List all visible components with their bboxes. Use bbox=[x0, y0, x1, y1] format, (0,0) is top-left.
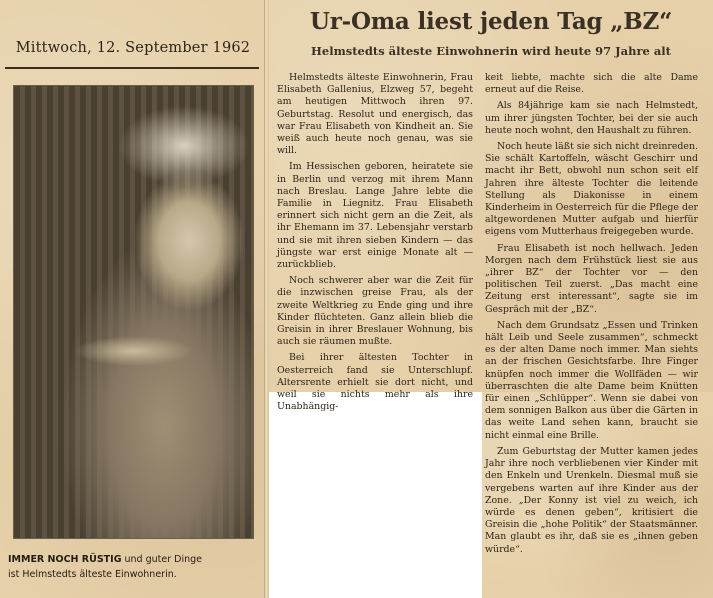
paragraph: Helmstedts älteste Einwohnerin, Frau Elisabeth Gallenius, Elzweg 57, begeht am heutigen Mittwoch ihren 97. Geburtstag. Resolut und energisch, das war Frau Elisabeth von Kindheit an. Sie weiß auch heute noch genau, was sie will. bbox=[277, 72, 473, 157]
article-column-2 bbox=[485, 72, 698, 560]
dateline: Mittwoch, 12. September 1962 bbox=[15, 40, 251, 56]
paragraph: Im Hessischen geboren, heiratete sie in Berlin und verzog mit ihrem Mann nach Breslau. Lange Jahre lebte die Familie in Liegnitz. Frau Elisabeth erinnert sich nicht gern an die Zeit, als ihr Ehemann im 37. Lebensjahr verstarb und sie mit ihren sieben Kindern — das jüngste war erst einige Monate alt — zurückblieb. bbox=[277, 161, 473, 271]
paragraph-continuation: keit liebte, machte sich die alte Dame erneut auf die Reise. bbox=[485, 72, 698, 96]
caption-rest: und guter Dinge bbox=[121, 554, 203, 565]
dateline-rule bbox=[5, 67, 259, 69]
page-fold bbox=[264, 0, 269, 598]
caption-line-2: ist Helmstedts älteste Einwohnerin. bbox=[8, 569, 177, 580]
photo-caption bbox=[8, 552, 260, 582]
article-column-1 bbox=[277, 72, 473, 417]
article-headline: Ur-Oma liest jeden Tag „BZ“ bbox=[309, 8, 673, 35]
paragraph: Noch heute läßt sie sich nicht dreinreden. Sie schält Kartoffeln, wäscht Geschirr und macht ihr Bett, obwohl nun schon seit elf Jahren ihre älteste Tochter die leitende Stellung als Diakonisse in einem Kinderheim in Oesterreich für die Pflege der altgewordenen Mutter aufgab und hierfür eigens vom Mutterhaus freigegeben wurde. bbox=[485, 141, 698, 238]
caption-bold: IMMER NOCH RÜSTIG bbox=[8, 554, 122, 565]
paragraph: Nach dem Grundsatz „Essen und Trinken hält Leib und Seele zusammen“, schmeckt es der alten Dame noch immer. Man siehts an der frischen Gesichtsfarbe. Ihre Finger knüpfen noch immer die Wollfäden — wir überraschten die alte Dame beim Knütten für einen „Schlüpper“. Wenn sie dabei von dem sonnigen Balkon aus über die Gärten in das weite Land sehen kann, braucht sie nicht einmal eine Brille. bbox=[485, 319, 698, 441]
paragraph: Als 84jährige kam sie nach Helmstedt, um ihrer jüngsten Tochter, bei der sie auch heute noch wohnt, den Haushalt zu führen. bbox=[485, 100, 698, 136]
paragraph: Frau Elisabeth ist noch hellwach. Jeden Morgen nach dem Frühstück liest sie aus „ihrer BZ“ der Tochter vor — den politischen Teil zuerst. „Das macht eine Zeitung erst interessant“, sagte sie im Gespräch mit der „BZ“. bbox=[485, 242, 698, 315]
paragraph: Noch schwerer aber war die Zeit für die inzwischen greise Frau, als der zweite Weltkrieg zu Ende ging und ihre Kinder flüchteten. Ganz allein blieb die Greisin in ihrer Breslauer Wohnung, bis auch sie räumen mußte. bbox=[277, 275, 473, 348]
portrait-photo bbox=[13, 85, 254, 539]
paragraph: Zum Geburtstag der Mutter kamen jedes Jahr ihre noch verbliebenen vier Kinder mit den Enkeln und Urenkeln. Diesmal muß sie vergebens warten auf ihre Kinder aus der Zone. „Der Konny ist viel zu weich, ich würde es denen geben“, kritisiert die Greisin die „hohe Politik“ der Staatsmänner. Man glaubt es ihr, daß sie es „ihnen geben würde“. bbox=[485, 445, 698, 555]
paragraph: Bei ihrer ältesten Tochter in Oesterreich fand sie Unterschlupf. Altersrente erhielt sie dort nicht, und weil sie nichts mehr als ihre Unabhängig- bbox=[277, 352, 473, 413]
article-subheadline: Helmstedts älteste Einwohnerin wird heute 97 Jahre alt bbox=[311, 44, 671, 58]
